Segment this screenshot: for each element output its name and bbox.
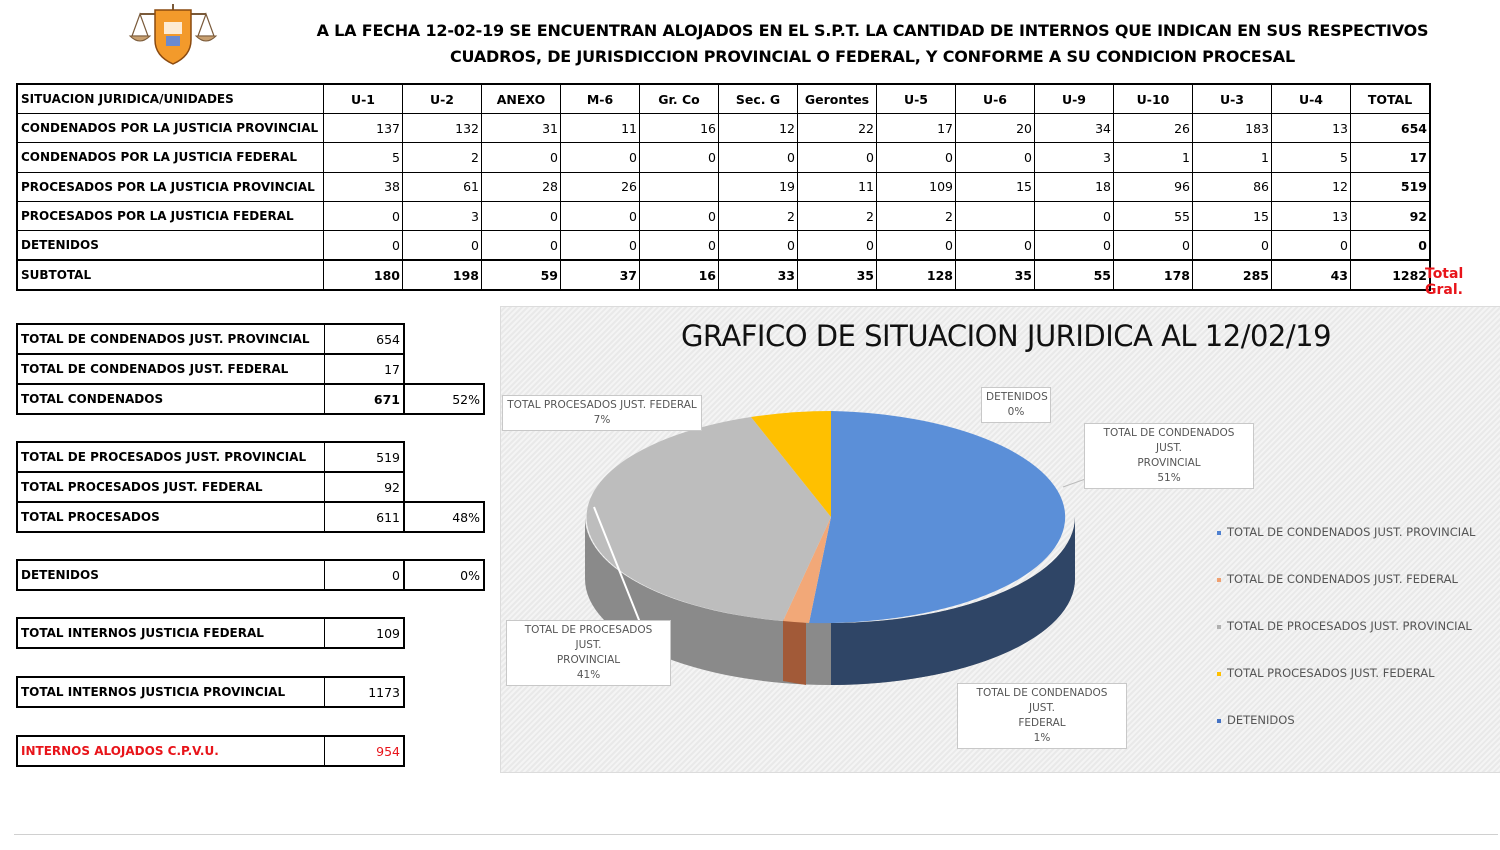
value-cell: 654 [325,324,405,354]
table-row [17,201,1430,230]
row-label: INTERNOS ALOJADOS C.P.V.U. [17,736,325,766]
cell: 0 [1114,231,1193,261]
cell: 3 [403,201,482,230]
cell: 0 [482,231,561,261]
cell: 55 [1035,260,1114,290]
row-label: DETENIDOS [17,560,325,590]
cell: 0 [561,143,640,172]
row-label: TOTAL DE CONDENADOS JUST. FEDERAL [17,354,325,384]
cell: 0 [877,231,956,261]
row-label: PROCESADOS POR LA JUSTICIA FEDERAL [17,201,324,230]
value-cell: 671 [325,384,405,414]
column-header: U-9 [1035,84,1114,114]
callout-detenidos [981,387,1051,423]
cell: 33 [719,260,798,290]
callout-label: TOTAL PROCESADOS JUST. FEDERAL [507,399,697,411]
footer-divider [14,834,1498,835]
provincial-summary [16,676,405,708]
cell: 26 [1114,114,1193,143]
percent-cell: 0% [404,560,484,590]
legend-label: DETENIDOS [1227,713,1295,727]
cell: 0 [1035,201,1114,230]
chart-legend [1217,525,1475,760]
cell [956,201,1035,230]
table-row [17,143,1430,172]
cell: 16 [640,114,719,143]
cell: 285 [1193,260,1272,290]
column-header: ANEXO [482,84,561,114]
cell: 5 [1272,143,1351,172]
table-row [17,114,1430,143]
pie-chart [500,306,1500,773]
column-header: M-6 [561,84,640,114]
column-header: Gr. Co [640,84,719,114]
callout-label: DETENIDOS [986,391,1048,403]
cell: 0 [719,143,798,172]
cell: 11 [798,172,877,201]
column-header: U-2 [403,84,482,114]
cell: 2 [877,201,956,230]
cell: 0 [324,231,403,261]
legend-item [1217,619,1475,666]
total-cell: 654 [1351,114,1431,143]
cell: 198 [403,260,482,290]
cell: 37 [561,260,640,290]
title-line-1: A LA FECHA 12-02-19 SE ENCUENTRAN ALOJADOS EN EL S.P.T. LA CANTIDAD DE INTERNOS QUE INDICAN EN SUS RESPECTIVOS [316,21,1429,40]
row-label: PROCESADOS POR LA JUSTICIA PROVINCIAL [17,172,324,201]
cell: 43 [1272,260,1351,290]
cell: 0 [1193,231,1272,261]
cell: 13 [1272,201,1351,230]
cell: 12 [719,114,798,143]
cell: 0 [956,143,1035,172]
cell: 0 [798,143,877,172]
detenidos-summary [16,559,485,591]
cell: 35 [956,260,1035,290]
cell: 15 [956,172,1035,201]
row-label: CONDENADOS POR LA JUSTICIA PROVINCIAL [17,114,324,143]
cell: 15 [1193,201,1272,230]
cell: 1 [1193,143,1272,172]
callout-label: PROVINCIAL [1137,457,1201,469]
total-cell: 92 [1351,201,1431,230]
table-row [17,231,1430,261]
cell: 109 [877,172,956,201]
situacion-juridica-table [16,83,1431,291]
percent-cell: 52% [404,384,484,414]
column-header: U-1 [324,84,403,114]
table-header-row [17,84,1430,114]
callout-condenados-federal [957,683,1127,749]
cell: 0 [640,143,719,172]
legend-swatch-icon [1217,719,1221,723]
cell: 0 [1035,231,1114,261]
value-cell: 954 [325,736,405,766]
subtotal-row [17,260,1430,290]
row-label: CONDENADOS POR LA JUSTICIA FEDERAL [17,143,324,172]
cell: 2 [403,143,482,172]
callout-pct: 51% [1157,472,1181,484]
legend-swatch-icon [1217,672,1221,676]
cell: 0 [324,201,403,230]
cell: 0 [482,143,561,172]
value-cell: 92 [325,472,405,502]
column-header: U-4 [1272,84,1351,114]
scales-of-justice-logo-icon [128,0,218,66]
legend-swatch-icon [1217,625,1221,629]
callout-procesados-provincial [506,620,671,686]
cell: 18 [1035,172,1114,201]
column-header: TOTAL [1351,84,1431,114]
callout-pct: 1% [1033,732,1051,744]
cell: 178 [1114,260,1193,290]
row-label: SUBTOTAL [17,260,324,290]
legend-label: TOTAL PROCESADOS JUST. FEDERAL [1227,666,1435,680]
cell: 20 [956,114,1035,143]
row-label: TOTAL INTERNOS JUSTICIA PROVINCIAL [17,677,325,707]
total-gral-label: Total Gral. [1425,266,1464,298]
column-header: Sec. G [719,84,798,114]
value-cell: 109 [325,618,405,648]
cell: 38 [324,172,403,201]
callout-procesados-federal [502,395,702,431]
federal-summary [16,617,405,649]
cell [640,172,719,201]
chart-title: GRAFICO DE SITUACION JURIDICA AL 12/02/19 [680,319,1332,353]
total-cell: 0 [1351,231,1431,261]
legend-item [1217,525,1475,572]
cell: 2 [798,201,877,230]
legend-swatch-icon [1217,531,1221,535]
callout-label: PROVINCIAL [556,654,621,666]
legend-label: TOTAL DE CONDENADOS JUST. PROVINCIAL [1227,525,1476,539]
cell: 13 [1272,114,1351,143]
cell: 0 [640,201,719,230]
row-label: TOTAL INTERNOS JUSTICIA FEDERAL [17,618,325,648]
cell: 16 [640,260,719,290]
row-label: TOTAL PROCESADOS [17,502,325,532]
cell: 55 [1114,201,1193,230]
table-row [17,172,1430,201]
row-label: TOTAL CONDENADOS [17,384,325,414]
cell: 96 [1114,172,1193,201]
cell: 0 [719,231,798,261]
cell: 31 [482,114,561,143]
cell: 12 [1272,172,1351,201]
cell: 0 [640,231,719,261]
procesados-summary [16,441,485,533]
legend-item [1217,666,1475,713]
total-cell: 1282 [1351,260,1431,290]
cell: 0 [798,231,877,261]
cell: 22 [798,114,877,143]
total-cell: 17 [1351,143,1431,172]
cell: 35 [798,260,877,290]
column-header: Gerontes [798,84,877,114]
legend-label: TOTAL DE PROCESADOS JUST. PROVINCIAL [1227,619,1472,633]
cell: 28 [482,172,561,201]
cell: 0 [877,143,956,172]
callout-pct: 41% [576,669,601,681]
total-cell: 519 [1351,172,1431,201]
legend-item [1217,572,1475,619]
cell: 2 [719,201,798,230]
column-header: SITUACION JURIDICA/UNIDADES [17,84,324,114]
value-cell: 0 [325,560,405,590]
cell: 34 [1035,114,1114,143]
cell: 61 [403,172,482,201]
percent-cell: 48% [404,502,484,532]
cell: 137 [324,114,403,143]
value-cell: 1173 [325,677,405,707]
cell: 3 [1035,143,1114,172]
row-label: TOTAL DE CONDENADOS JUST. PROVINCIAL [17,324,325,354]
legend-item [1217,713,1475,760]
value-cell: 611 [325,502,405,532]
cell: 132 [403,114,482,143]
row-label: TOTAL DE PROCESADOS JUST. PROVINCIAL [17,442,325,472]
cell: 183 [1193,114,1272,143]
callout-label: TOTAL DE CONDENADOS JUST. [976,687,1108,714]
page-title [300,18,1445,70]
callout-label: FEDERAL [1018,717,1066,729]
cpvu-summary [16,735,405,767]
cell: 180 [324,260,403,290]
cell: 5 [324,143,403,172]
legend-swatch-icon [1217,578,1221,582]
cell: 0 [482,201,561,230]
cell: 0 [1272,231,1351,261]
column-header: U-6 [956,84,1035,114]
title-line-2: CUADROS, DE JURISDICCION PROVINCIAL O FEDERAL, Y CONFORME A SU CONDICION PROCESAL [450,47,1295,66]
cell: 128 [877,260,956,290]
cell: 11 [561,114,640,143]
legend-label: TOTAL DE CONDENADOS JUST. FEDERAL [1227,572,1458,586]
column-header: U-10 [1114,84,1193,114]
cell: 26 [561,172,640,201]
cell: 59 [482,260,561,290]
callout-label: TOTAL DE PROCESADOS JUST. [524,624,653,651]
column-header: U-5 [877,84,956,114]
cell: 1 [1114,143,1193,172]
callout-pct: 0% [1007,406,1025,418]
callout-condenados-provincial [1084,423,1254,489]
cell: 19 [719,172,798,201]
cell: 0 [561,231,640,261]
value-cell: 17 [325,354,405,384]
row-label: DETENIDOS [17,231,324,261]
cell: 0 [403,231,482,261]
callout-pct: 7% [593,414,611,426]
cell: 17 [877,114,956,143]
cell: 0 [956,231,1035,261]
condenados-summary [16,323,485,415]
row-label: TOTAL PROCESADOS JUST. FEDERAL [17,472,325,502]
cell: 86 [1193,172,1272,201]
callout-label: TOTAL DE CONDENADOS JUST. [1103,427,1235,454]
cell: 0 [561,201,640,230]
value-cell: 519 [325,442,405,472]
column-header: U-3 [1193,84,1272,114]
